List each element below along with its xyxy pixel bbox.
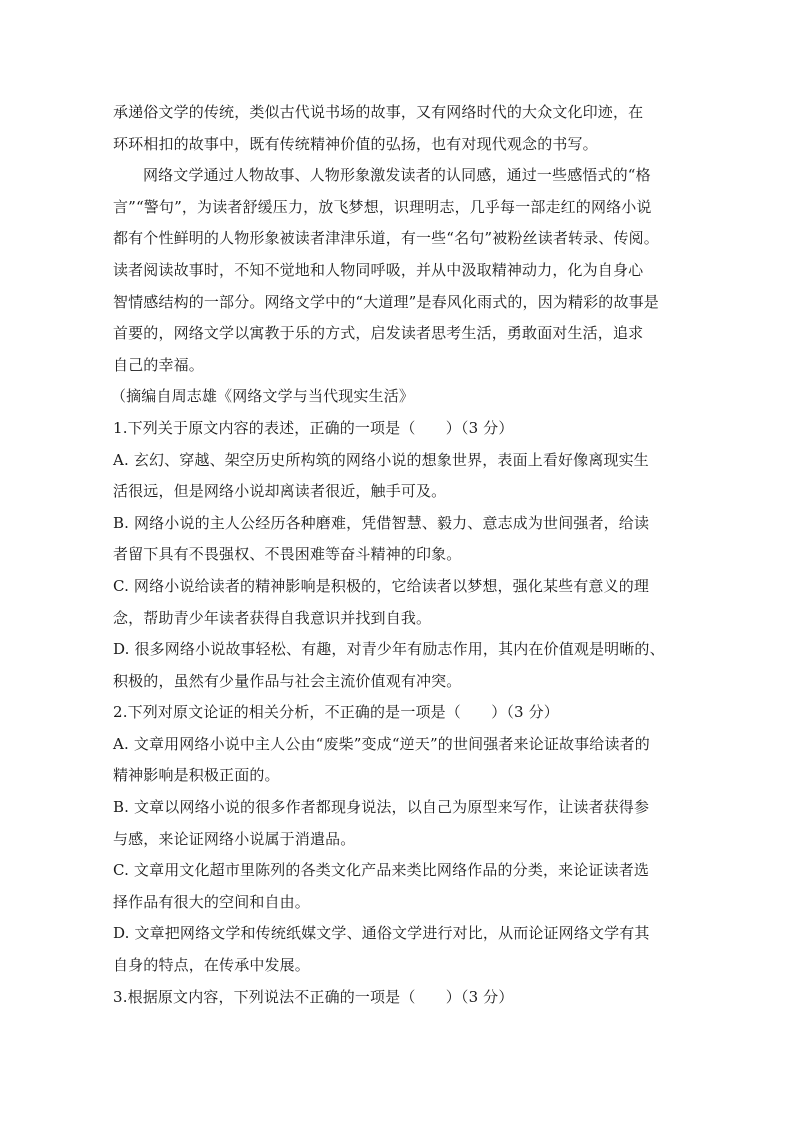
option-line: C. 网络小说给读者的精神影响是积极的，它给读者以梦想，强化某些有意义的理 bbox=[113, 576, 650, 595]
option-line: 活很远，但是网络小说却离读者很近，触手可及。 bbox=[113, 482, 447, 501]
option-b[interactable] bbox=[113, 792, 685, 855]
question-stem: 3.根据原文内容，下列说法不正确的一项是（ ）（3 分） bbox=[113, 987, 514, 1006]
source-citation: （摘编自周志雄《网络文学与当代现实生活》 bbox=[111, 387, 415, 406]
option-line: 与感，来论证网络小说属于消遣品。 bbox=[113, 829, 356, 848]
option-c[interactable] bbox=[113, 571, 685, 634]
passage-line: 网络文学通过人物故事、人物形象激发读者的认同感，通过一些感悟式的“格 bbox=[143, 166, 651, 185]
option-c[interactable] bbox=[113, 855, 685, 918]
passage-line: 首要的，网络文学以寓教于乐的方式，启发读者思考生活，勇敢面对生活，追求 bbox=[113, 324, 644, 343]
option-a[interactable] bbox=[113, 445, 685, 508]
question-2 bbox=[113, 697, 685, 981]
option-line: D. 文章把网络文学和传统纸媒文学、通俗文学进行对比，从而论证网络文学有其 bbox=[113, 924, 650, 943]
option-line: B. 网络小说的主人公经历各种磨难，凭借智慧、毅力、意志成为世间强者，给读 bbox=[113, 513, 650, 532]
option-line: A. 文章用网络小说中主人公由“废柴”变成“逆天”的世间强者来论证故事给读者的 bbox=[113, 734, 650, 753]
option-line: 精神影响是积极正面的。 bbox=[113, 766, 280, 785]
passage-line: 读者阅读故事时，不知不觉地和人物同呼吸，并从中汲取精神动力，化为自身心 bbox=[113, 260, 644, 279]
passage-line: 言”“警句”，为读者舒缓压力，放飞梦想，识理明志，几乎每一部走红的网络小说 bbox=[113, 197, 652, 216]
option-line: B. 文章以网络小说的很多作者都现身说法，以自己为原型来写作，让读者获得参 bbox=[113, 798, 650, 817]
question-stem: 1.下列关于原文内容的表述，正确的一项是（ ）（3 分） bbox=[113, 418, 514, 437]
option-line: 自身的特点，在传承中发展。 bbox=[113, 956, 310, 975]
option-line: A. 玄幻、穿越、架空历史所构筑的网络小说的想象世界，表面上看好像离现实生 bbox=[113, 450, 649, 469]
option-line: 念，帮助青少年读者获得自我意识并找到自我。 bbox=[113, 608, 432, 627]
passage-line: 自己的幸福。 bbox=[113, 355, 204, 374]
question-3 bbox=[113, 982, 685, 1014]
option-a[interactable] bbox=[113, 729, 685, 792]
question-1 bbox=[113, 413, 685, 697]
option-line: 择作品有很大的空间和自由。 bbox=[113, 892, 310, 911]
option-d[interactable] bbox=[113, 918, 685, 981]
option-line: 积极的，虽然有少量作品与社会主流价值观有冲突。 bbox=[113, 671, 462, 690]
passage bbox=[113, 97, 685, 413]
passage-line: 都有个性鲜明的人物形象被读者津津乐道，有一些“名句”被粉丝读者转录、传阅。 bbox=[113, 229, 659, 248]
document-body bbox=[113, 97, 685, 1013]
option-b[interactable] bbox=[113, 508, 685, 571]
passage-line: 承递俗文学的传统，类似古代说书场的故事，又有网络时代的大众文化印迹，在 bbox=[113, 103, 644, 121]
question-stem: 2.下列对原文论证的相关分析，不正确的是一项是（ ）（3 分） bbox=[113, 703, 559, 722]
option-line: C. 文章用文化超市里陈列的各类文化产品来类比网络作品的分类，来论证读者选 bbox=[113, 861, 650, 880]
passage-line: 智情感结构的一部分。网络文学中的“大道理”是春风化雨式的，因为精彩的故事是 bbox=[113, 292, 659, 311]
option-line: 者留下具有不畏强权、不畏困难等奋斗精神的印象。 bbox=[113, 545, 462, 564]
passage-line: 环环相扣的故事中，既有传统精神价值的弘扬，也有对现代观念的书写。 bbox=[113, 134, 598, 153]
option-d[interactable] bbox=[113, 634, 685, 697]
option-line: D. 很多网络小说故事轻松、有趣，对青少年有励志作用，其内在价值观是明晰的、 bbox=[113, 640, 665, 659]
